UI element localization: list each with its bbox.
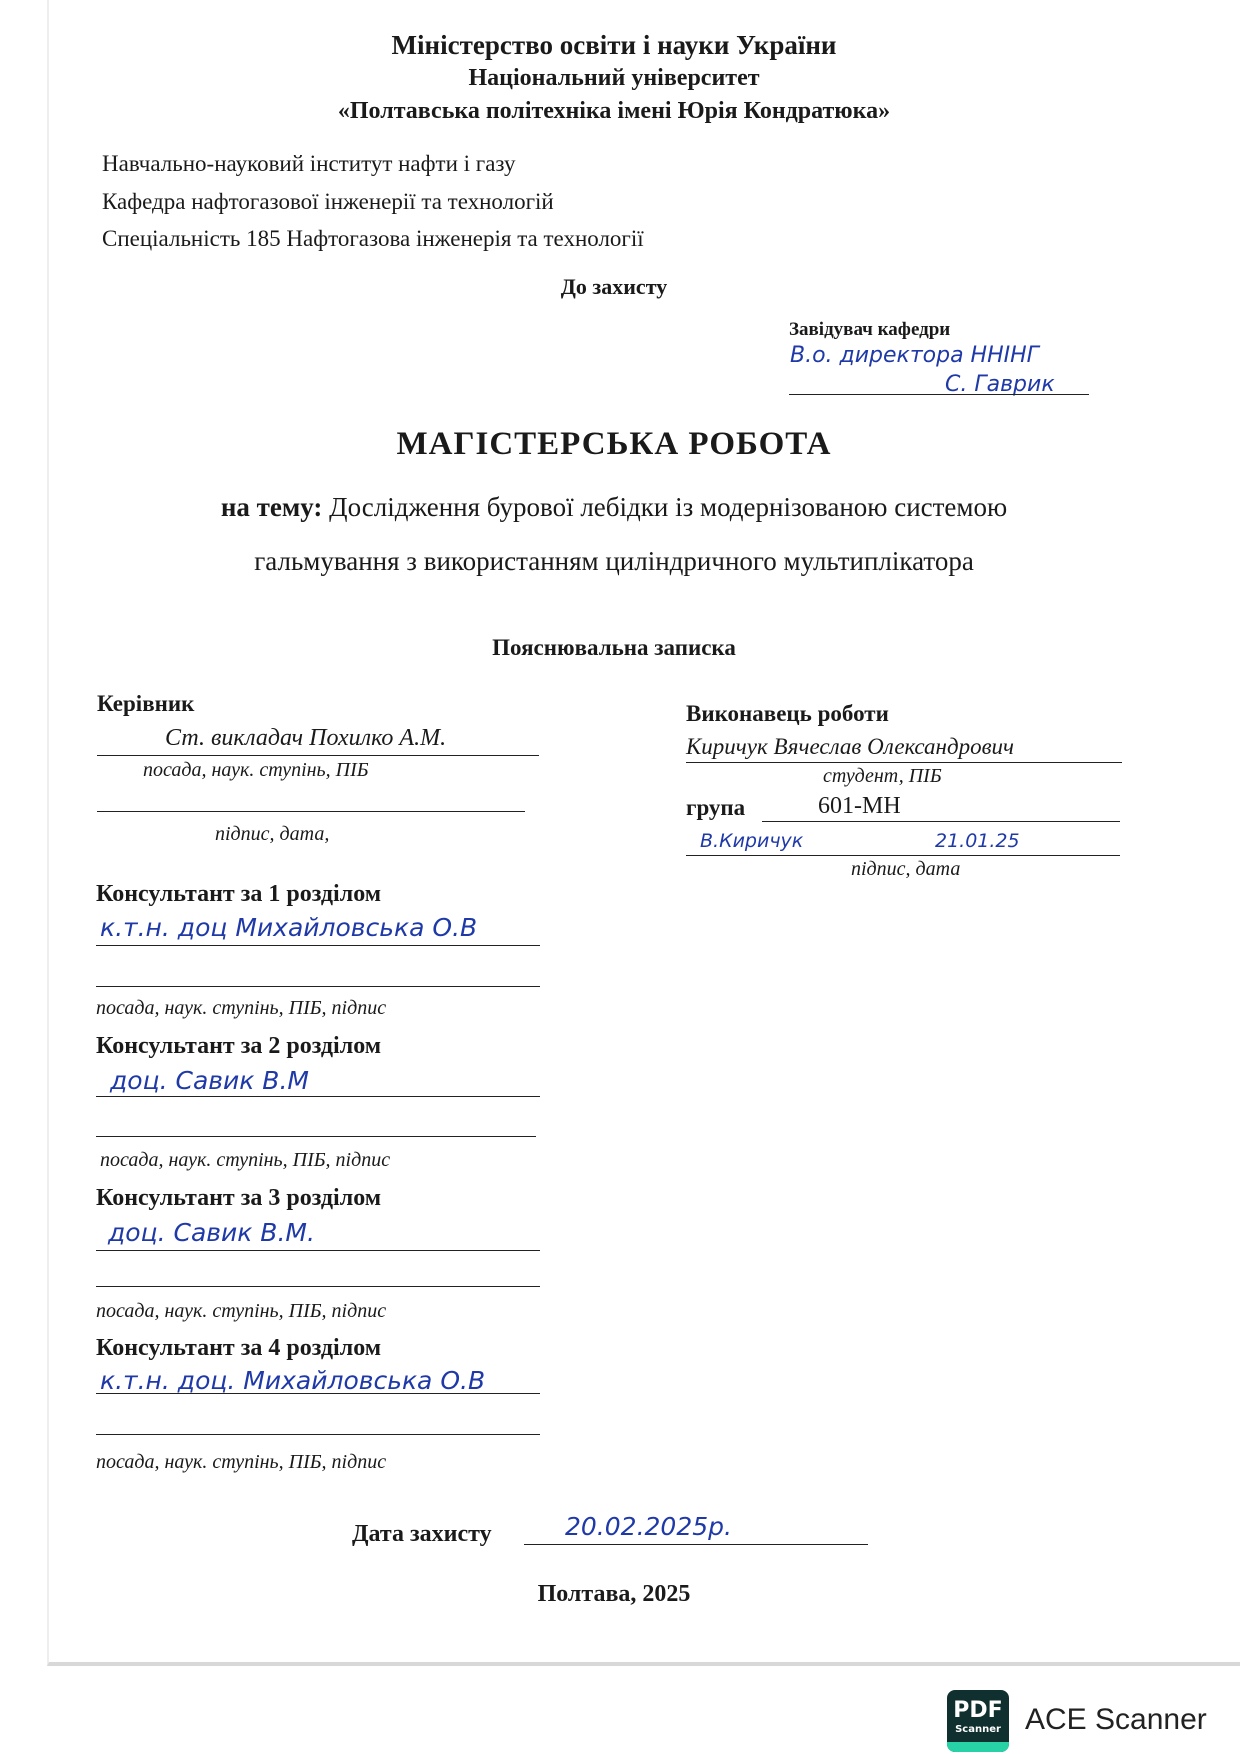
consultant-3-handwritten: доц. Савик В.М. bbox=[108, 1218, 315, 1247]
head-handwritten-name: С. Гаврик bbox=[945, 372, 1055, 397]
author-label: Виконавець роботи bbox=[686, 701, 889, 726]
topic-text-2: гальмування з використанням циліндричного мультиплікатора bbox=[254, 546, 974, 576]
to-defense-label: До захисту bbox=[560, 274, 668, 299]
consultant-4-line-2 bbox=[96, 1434, 540, 1435]
consultant-1-line-1 bbox=[96, 945, 540, 946]
consultant-1-caption: посада, наук. ступінь, ПІБ, підпис bbox=[96, 997, 387, 1019]
supervisor-signature-line bbox=[97, 811, 525, 812]
department-name: Кафедра нафтогазової інженерії та технологій bbox=[102, 189, 554, 214]
defense-date-handwritten: 20.02.2025р. bbox=[565, 1512, 732, 1541]
logo-pdf-text: PDF bbox=[953, 1698, 1003, 1723]
supervisor-name-line bbox=[97, 755, 539, 756]
consultant-2-line-1 bbox=[96, 1096, 540, 1097]
logo-scanner-text: Scanner bbox=[955, 1724, 1001, 1735]
head-signature-line bbox=[789, 394, 1089, 395]
consultant-1-handwritten: к.т.н. доц Михайловська О.В bbox=[100, 913, 478, 942]
defense-date-label: Дата захисту bbox=[352, 1521, 492, 1547]
author-name-line bbox=[686, 762, 1122, 763]
university-line-1: Національний університет bbox=[468, 65, 760, 91]
specialty-name: Спеціальність 185 Нафтогазова інженерія та технології bbox=[102, 226, 644, 251]
institute-name: Навчально-науковий інститут нафти і газу bbox=[102, 151, 516, 176]
consultant-4-line-1 bbox=[96, 1393, 540, 1394]
city-year: Полтава, 2025 bbox=[537, 1581, 691, 1607]
group-line bbox=[762, 821, 1120, 822]
supervisor-name: Ст. викладач Похилко А.М. bbox=[165, 725, 447, 751]
explanatory-note-label: Пояснювальна записка bbox=[492, 635, 736, 660]
author-signature-line bbox=[686, 855, 1120, 856]
supervisor-caption-1: посада, наук. ступінь, ПІБ bbox=[143, 759, 369, 781]
author-caption-1: студент, ПІБ bbox=[823, 765, 942, 787]
consultant-4-caption: посада, наук. ступінь, ПІБ, підпис bbox=[96, 1451, 387, 1473]
consultant-2-handwritten: доц. Савик В.М bbox=[110, 1066, 309, 1095]
head-handwritten-position: В.о. директора ННІНГ bbox=[790, 343, 1039, 368]
university-line-2: «Полтавська політехніка імені Юрія Кондратюка» bbox=[337, 98, 891, 124]
consultant-1-label: Консультант за 1 розділом bbox=[96, 881, 382, 907]
consultant-3-caption: посада, наук. ступінь, ПІБ, підпис bbox=[96, 1300, 387, 1322]
supervisor-caption-2: підпис, дата, bbox=[215, 823, 330, 845]
document-title: МАГІСТЕРСЬКА РОБОТА bbox=[396, 426, 832, 462]
group-value: 601-МН bbox=[818, 793, 901, 819]
ministry: Міністерство освіти і науки України bbox=[391, 30, 837, 60]
topic-text-1: Дослідження бурової лебідки із модернізованою системою bbox=[329, 492, 1008, 522]
consultant-2-line-2 bbox=[96, 1136, 536, 1137]
author-signature-date: 21.01.25 bbox=[935, 830, 1020, 852]
consultant-2-label: Консультант за 2 розділом bbox=[96, 1033, 382, 1059]
pdf-scanner-logo-icon bbox=[947, 1690, 1009, 1752]
author-signature: В.Киричук bbox=[700, 830, 804, 852]
consultant-3-line-1 bbox=[96, 1250, 540, 1251]
consultant-2-caption: посада, наук. ступінь, ПІБ, підпис bbox=[100, 1149, 391, 1171]
consultant-4-label: Консультант за 4 розділом bbox=[96, 1335, 382, 1361]
topic-label: на тему: bbox=[220, 492, 323, 522]
defense-date-line bbox=[524, 1544, 868, 1545]
scanner-brand-name: ACE Scanner bbox=[1025, 1703, 1207, 1736]
author-name: Киричук Вячеслав Олександрович bbox=[686, 734, 1015, 759]
consultant-3-label: Консультант за 3 розділом bbox=[96, 1185, 382, 1211]
topic-line-1 bbox=[221, 494, 1007, 521]
head-of-department-label: Завідувач кафедри bbox=[789, 319, 951, 340]
consultant-4-handwritten: к.т.н. доц. Михайловська О.В bbox=[100, 1366, 486, 1395]
consultant-3-line-2 bbox=[96, 1286, 540, 1287]
supervisor-label: Керівник bbox=[97, 691, 195, 716]
group-label: група bbox=[686, 795, 746, 820]
consultant-1-line-2 bbox=[96, 986, 540, 987]
author-caption-2: підпис, дата bbox=[851, 858, 961, 880]
